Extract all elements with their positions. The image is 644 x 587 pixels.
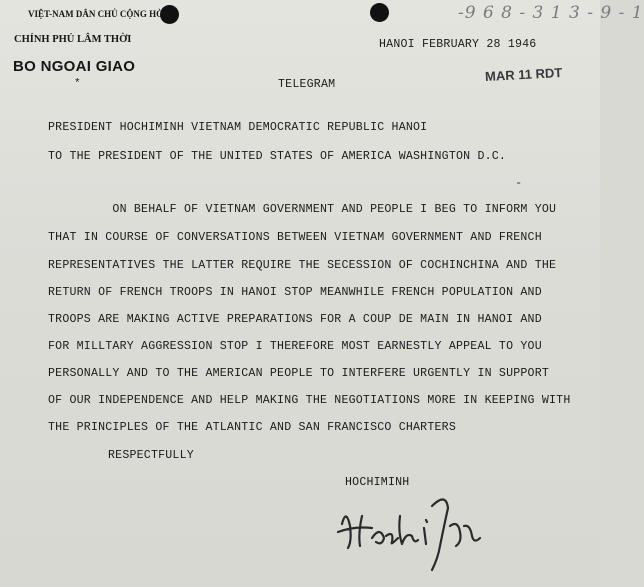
body-line-1: ON BEHALF OF VIETNAM GOVERNMENT AND PEOPLE I BEG TO INFORM YOU	[48, 203, 557, 216]
recipient-line: TO THE PRESIDENT OF THE UNITED STATES OF AMERICA WASHINGTON D.C.	[48, 150, 507, 163]
sender-line: PRESIDENT HOCHIMINH VIETNAM DEMOCRATIC REPUBLIC HANOI	[48, 121, 428, 134]
body-line-2: THAT IN COURSE OF CONVERSATIONS BETWEEN VIETNAM GOVERNMENT AND FRENCH	[48, 231, 542, 244]
body-line-8: OF OUR INDEPENDENCE AND HELP MAKING THE NEGOTIATIONS MORE IN KEEPING WITH	[48, 394, 571, 407]
body-line-5: TROOPS ARE MAKING ACTIVE PREPARATIONS FOR A COUP DE MAIN IN HANOI AND	[48, 313, 542, 326]
letterhead-star-mark: *	[74, 78, 81, 90]
letterhead-line-3: BO NGOAI GIAO	[13, 58, 136, 75]
letterhead-line-2: CHÍNH PHỦ LÂM THỜI	[14, 34, 132, 45]
body-line-6: FOR MILLTARY AGGRESSION STOP I THEREFORE MOST EARNESTLY APPEAL TO YOU	[48, 340, 542, 353]
body-line-9: THE PRINCIPLES OF THE ATLANTIC AND SAN FRANCISCO CHARTERS	[48, 421, 456, 434]
body-line-3: REPRESENTATIVES THE LATTER REQUIRE THE SECESSION OF COCHINCHINA AND THE	[48, 259, 557, 272]
archive-number: -9 6 8 - 3 1 3 - 9 - 1	[458, 3, 644, 23]
typed-signature: HOCHIMINH	[345, 476, 410, 489]
body-line-4: RETURN OF FRENCH TROOPS IN HANOI STOP MEANWHILE FRENCH POPULATION AND	[48, 286, 542, 299]
handwritten-signature	[328, 486, 498, 576]
punch-hole-right	[370, 3, 389, 22]
body-line-7: PERSONALLY AND TO THE AMERICAN PEOPLE TO INTERFERE URGENTLY IN SUPPORT	[48, 367, 550, 380]
telegram-date: HANOI FEBRUARY 28 1946	[379, 38, 537, 51]
received-stamp: MAR 11 RDT	[484, 64, 563, 85]
document-title: TELEGRAM	[278, 78, 336, 91]
letterhead-line-1: VIỆT-NAM DÂN CHỦ CỘNG HÒA	[28, 9, 170, 19]
margin-tick-mark: ‑	[515, 176, 523, 190]
closing-line: RESPECTFULLY	[108, 449, 194, 462]
